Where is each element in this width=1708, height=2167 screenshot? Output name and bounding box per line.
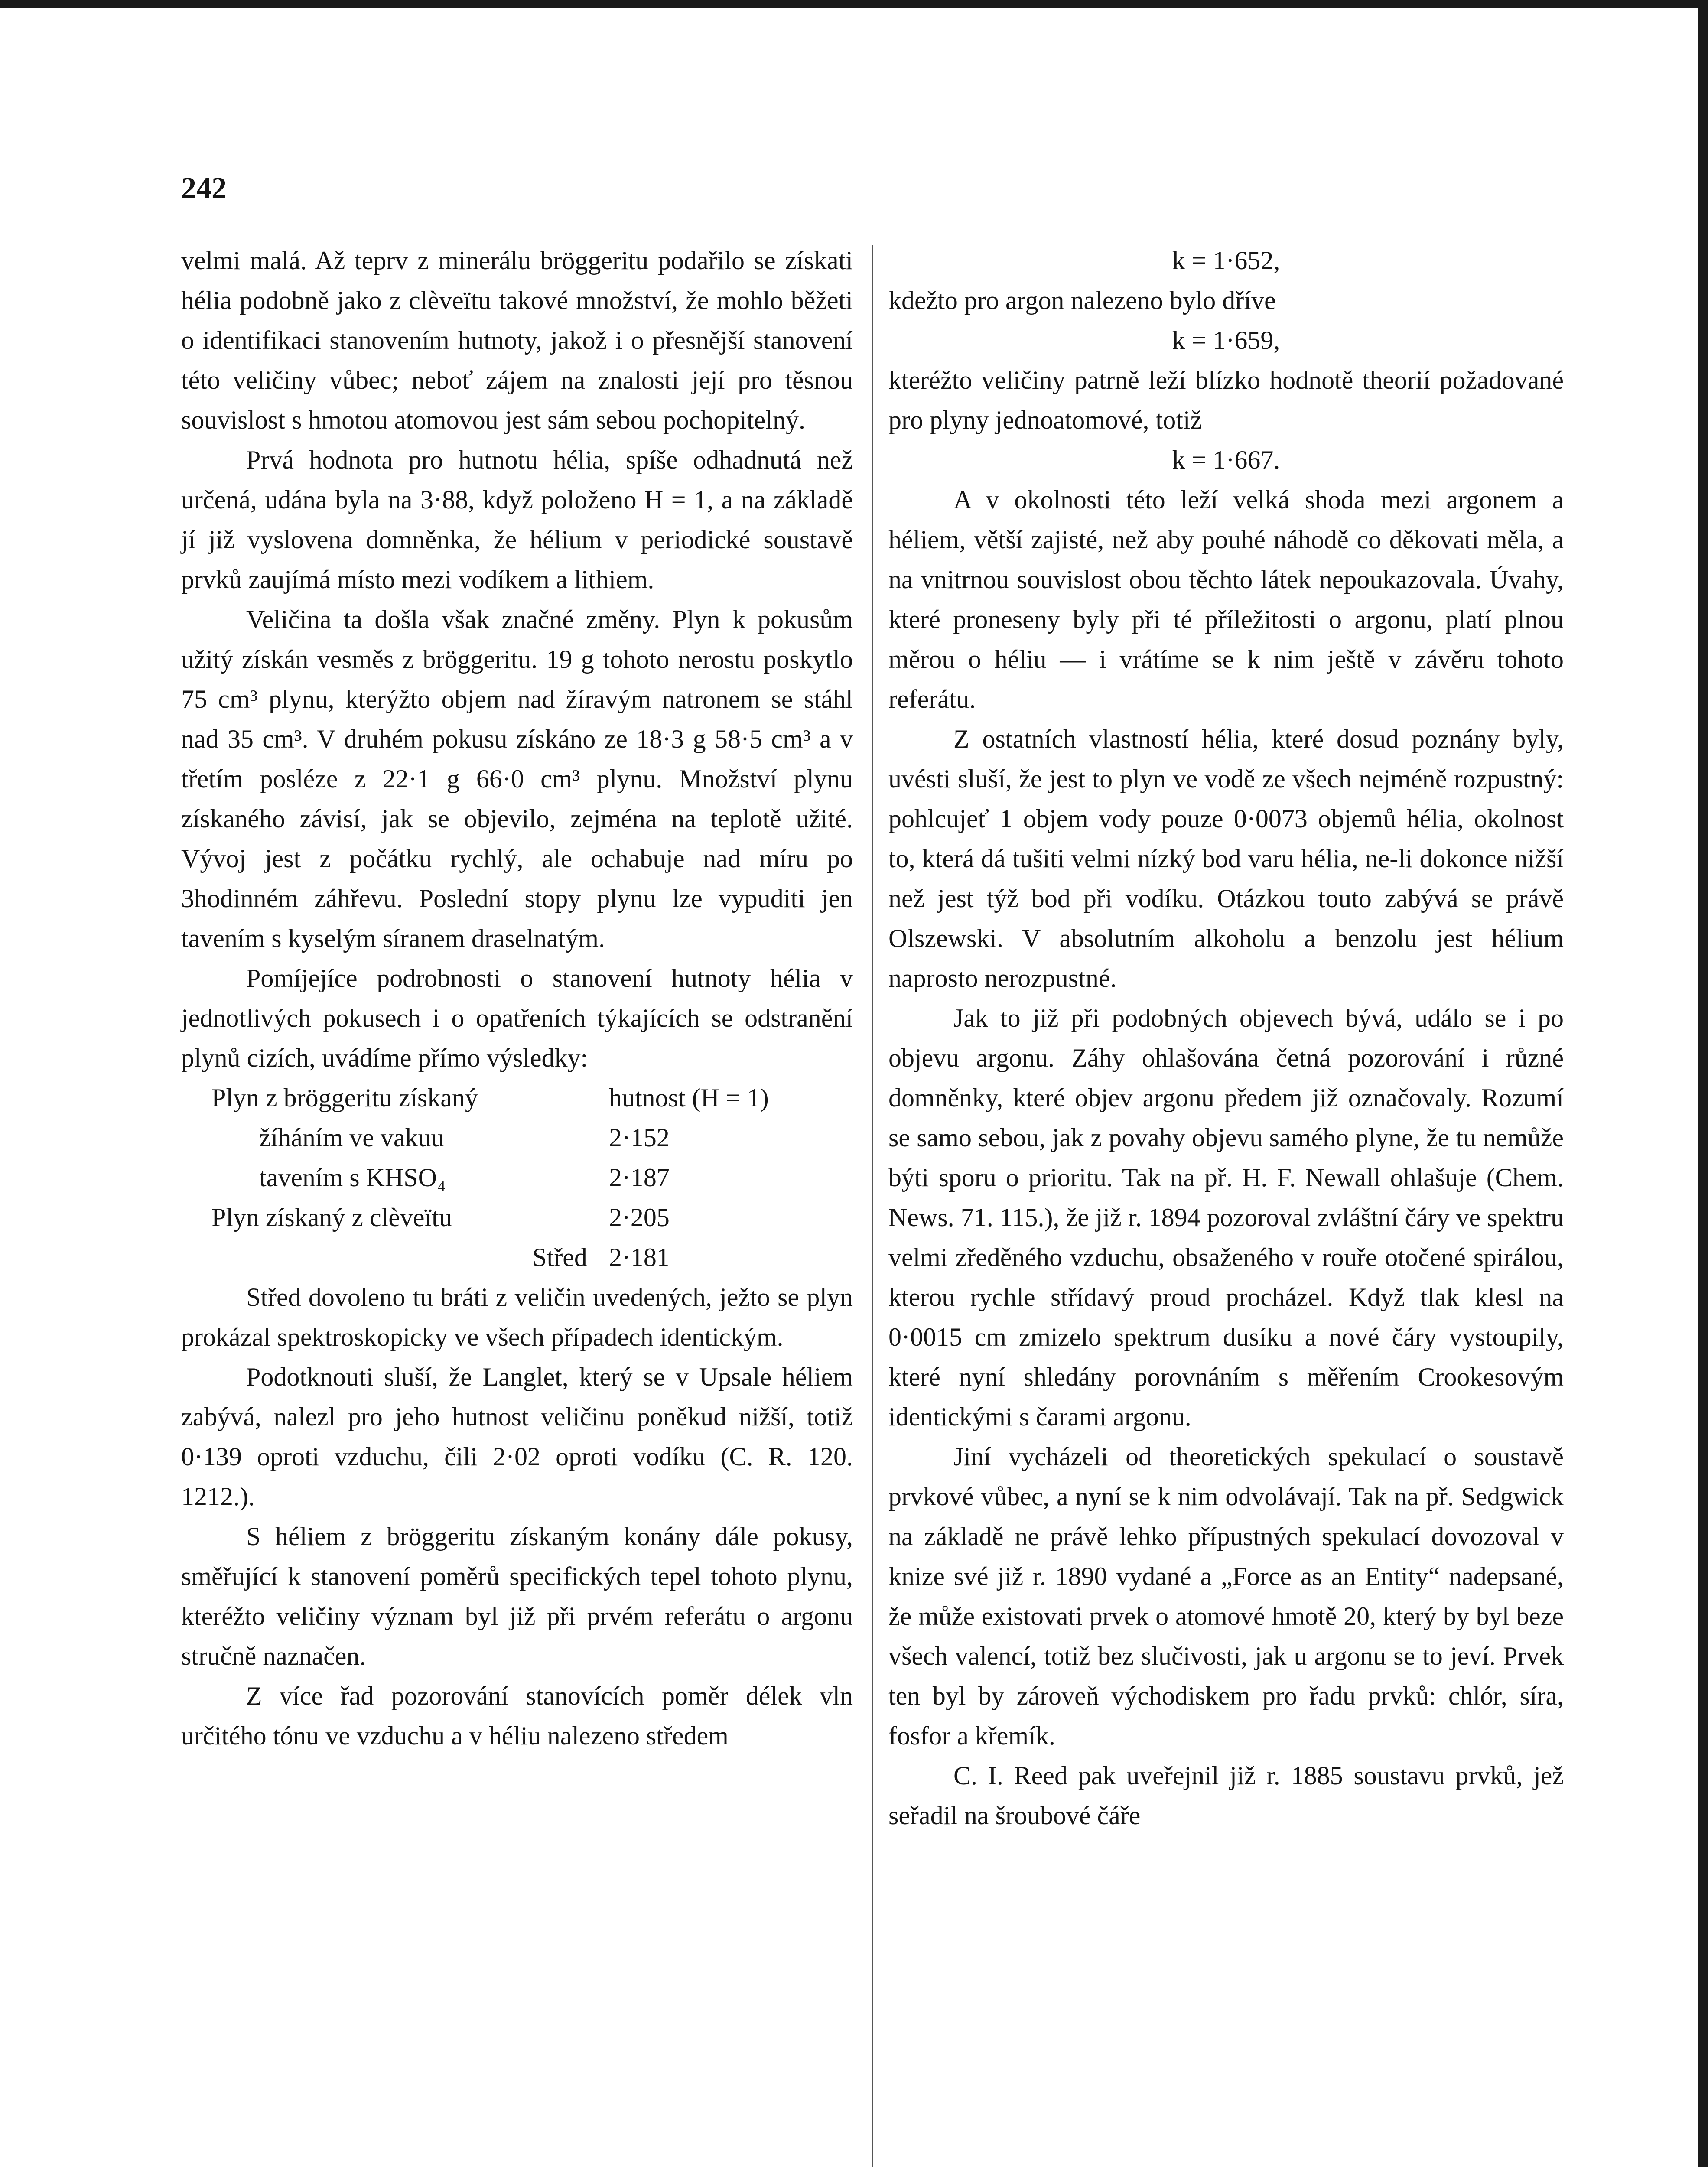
table-row <box>211 1158 844 1197</box>
paragraph: A v okolnosti této leží velká shoda mezi argonem a héliem, větší zajisté, než aby pouhé náhodě co děkovati měla, a na vnitrnou souvislost obou těchto látek nepoukazovala. Úvahy, které proneseny byly při té příležitosti o argonu, platí plnou měrou o héliu — i vrátíme se k nim ještě v závěru tohoto referátu. <box>888 485 1564 713</box>
table-cell: 2·181 <box>608 1243 670 1272</box>
right-column <box>888 241 1564 1835</box>
text-line: kteréžto veličiny patrně leží blízko hodnotě theorií požadované pro plyny jednoatomové, totiž <box>888 366 1564 434</box>
text-line: kdežto pro argon nalezeno bylo dříve <box>888 286 1276 315</box>
paragraph: Z více řad pozorování stanovících poměr délek vln určitého tónu ve vzduchu a v héliu nalezeno středem <box>181 1682 853 1750</box>
paragraph: Podotknouti sluší, že Langlet, který se v Upsale héliem zabývá, nalezl pro jeho hutnost veličinu poněkud nižší, totiž 0·139 oproti vzduchu, čili 2·02 oproti vodíku (C. R. 120. 1212.). <box>181 1363 853 1511</box>
table-row <box>211 1118 844 1158</box>
table-cell: 2·205 <box>608 1203 670 1232</box>
paragraph: Prvá hodnota pro hutnotu hélia, spíše odhadnutá než určená, udána byla na 3·88, když položeno H = 1, a na základě jí již vyslovena domněnka, že hélium v periodické soustavě prvků zaujímá místo mezi vodíkem a lithiem. <box>181 446 853 594</box>
table-cell: Plyn získaný z clèveïtu <box>211 1203 452 1232</box>
paragraph: Veličina ta došla však značné změny. Plyn k pokusům užitý získán vesměs z bröggeritu. 19 g tohoto nerostu poskytlo 75 cm³ plynu, kterýžto objem nad žíravým natronem se stáhl nad 35 cm³. V druhém pokusu získáno ze 18·3 g 58·5 cm³ a v třetím posléze z 22·1 g 66·0 cm³ plynu. Množství plynu získaného závisí, jak se objevilo, zejména na teplotě užité. Vývoj jest z počátku rychlý, ale ochabuje nad míru po 3hodinném záhřevu. Poslední stopy plynu lze vypuditi jen tavením s kyselým síranem draselnatým. <box>181 605 853 953</box>
paragraph: S héliem z bröggeritu získaným konány dále pokusy, směřující k stanovení poměrů specifických tepel tohoto plynu, kteréžto veličiny význam byl již při prvém referátu o argonu stručně naznačen. <box>181 1522 853 1670</box>
scan-border-right <box>1698 0 1708 2167</box>
paragraph: velmi malá. Až teprv z minerálu bröggeritu podařilo se získati hélia podobně jako z clèveïtu takové množství, že mohlo běžeti o identifikaci stanovením hutnoty, jakož i o přesnější stanovení této veličiny vůbec; neboť zájem na znalosti její pro těsnou souvislost s hmotou atomovou jest sám sebou pochopitelný. <box>181 246 853 434</box>
paragraph: Z ostatních vlastností hélia, které dosud poznány byly, uvésti sluší, že jest to plyn ve vodě ze všech nejméně rozpustný: pohlcujeť 1 objem vody pouze 0·0073 objemů hélia, okolnost to, která dá tušiti velmi nízký bod varu hélia, ne-li dokonce nižší než jest týž bod při vodíku. Otázkou touto zabývá se právě Olszewski. V absolutním alkoholu a benzolu jest hélium naprosto nerozpustné. <box>888 725 1564 992</box>
table-cell: Střed <box>532 1243 587 1272</box>
paragraph: Střed dovoleno tu bráti z veličin uvedených, ježto se plyn prokázal spektroskopicky ve všech případech identickým. <box>181 1283 853 1351</box>
scan-border-top <box>0 0 1708 8</box>
table-header-cell: hutnost (H = 1) <box>608 1084 769 1112</box>
column-divider <box>872 245 873 2167</box>
table-cell: 2·152 <box>608 1123 670 1152</box>
table-header-row <box>211 1078 844 1118</box>
table-cell: 2·187 <box>608 1163 670 1192</box>
paragraph: Pomíjejíce podrobnosti o stanovení hutnoty hélia v jednotlivých pokusech i o opatřeních týkajících se odstranění plynů cizích, uvádíme přímo výsledky: <box>181 964 853 1072</box>
equation: k = 1·652, <box>1172 246 1280 275</box>
paragraph: Jak to již při podobných objevech bývá, událo se i po objevu argonu. Záhy ohlašována četná pozorování i různé domněnky, které objev argonu předem již označovaly. Rozumí se samo sebou, jak z povahy objevu samého plyne, že tu nemůže býti sporu o prioritu. Tak na př. H. F. Newall ohlašuje (Chem. News. 71. 115.), že již r. 1894 pozoroval zvláštní čáry ve spektru velmi zředěného vzduchu, obsaženého v rouře otočené spirálou, kterou rychle střídavý proud procházel. Když tlak klesl na 0·0015 cm zmizelo spektrum dusíku a nové čáry vystoupily, které nyní shledány porovnáním s měřením Crookesovým identickými s čarami argonu. <box>888 1004 1564 1431</box>
results-table <box>211 1078 844 1277</box>
equation: k = 1·659, <box>1172 326 1280 355</box>
table-cell: žíháním ve vakuu <box>259 1123 444 1152</box>
equation: k = 1·667. <box>1172 446 1280 474</box>
table-header-cell: Plyn z bröggeritu získaný <box>211 1084 478 1112</box>
table-row <box>211 1237 844 1277</box>
table-row <box>211 1197 844 1237</box>
page-number: 242 <box>181 172 227 205</box>
paragraph: Jiní vycházeli od theoretických spekulací o soustavě prvkové vůbec, a nyní se k nim odvolávají. Tak na př. Sedgwick na základě ne právě lehko přípustných spekulací dovozoval v knize své již r. 1890 vydané a „Force as an Entity“ nadepsané, že může existovati prvek o atomové hmotě 20, který by byl beze všech valencí, totiž bez slučivosti, jak u argonu se to jeví. Prvek ten byl by zároveň východiskem pro řadu prvků: chlór, síra, fosfor a křemík. <box>888 1442 1564 1750</box>
table-cell: tavením s KHSO₄ <box>259 1163 446 1192</box>
paragraph: C. I. Reed pak uveřejnil již r. 1885 soustavu prvků, jež seřadil na šroubové čáře <box>888 1761 1564 1830</box>
left-column <box>181 241 853 1756</box>
